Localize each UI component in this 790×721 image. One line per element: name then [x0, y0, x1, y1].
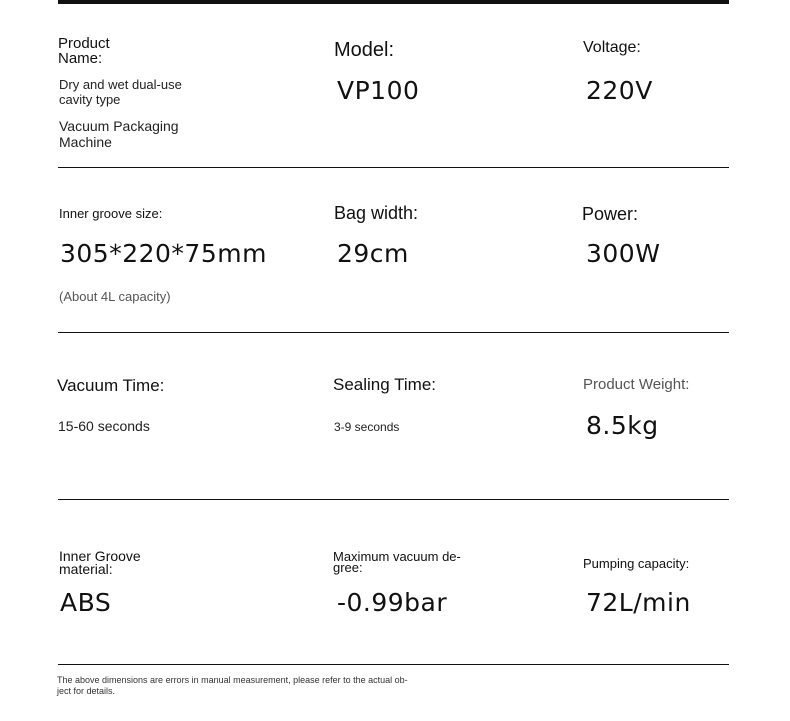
inner-groove-size-label: Inner groove size: [59, 206, 163, 221]
voltage-value: 220V [586, 76, 653, 105]
sealing-time-value: 3-9 seconds [334, 420, 400, 434]
vacuum-time-value: 15-60 seconds [58, 418, 150, 434]
product-name-line1: Dry and wet dual-use cavity type [59, 77, 182, 107]
product-name-line2: Vacuum Packaging Machine [59, 118, 179, 150]
measurement-footnote: The above dimensions are errors in manual measurement, please refer to the actual ob- ject for details. [57, 675, 408, 696]
inner-groove-material-value: ABS [60, 588, 112, 617]
product-weight-value: 8.5kg [586, 411, 659, 440]
power-label: Power: [582, 204, 639, 224]
row-divider-1 [58, 167, 729, 168]
row-divider-3 [58, 499, 729, 500]
product-weight-label: Product Weight: [583, 376, 690, 393]
max-vacuum-label: Maximum vacuum de- gree: [333, 549, 461, 575]
max-vacuum-value: -0.99bar [337, 588, 448, 617]
row-divider-4 [58, 664, 729, 665]
voltage-label: Voltage: [583, 39, 641, 56]
row-divider-2 [58, 332, 729, 333]
inner-groove-size-value: 305*220*75mm [60, 239, 267, 268]
inner-groove-material-label: Inner Groove material: [59, 548, 141, 577]
pumping-capacity-value: 72L/min [586, 588, 691, 617]
product-name-label: Product Name: [58, 35, 110, 67]
top-rule [58, 0, 729, 4]
power-value: 300W [586, 239, 661, 268]
pumping-capacity-label: Pumping capacity: [583, 556, 690, 571]
vacuum-time-label: Vacuum Time: [57, 376, 165, 395]
bag-width-label: Bag width: [334, 203, 419, 223]
capacity-note: (About 4L capacity) [59, 289, 171, 304]
model-label: Model: [334, 39, 395, 61]
sealing-time-label: Sealing Time: [333, 375, 436, 394]
model-value: VP100 [337, 76, 420, 105]
bag-width-value: 29cm [337, 239, 409, 268]
